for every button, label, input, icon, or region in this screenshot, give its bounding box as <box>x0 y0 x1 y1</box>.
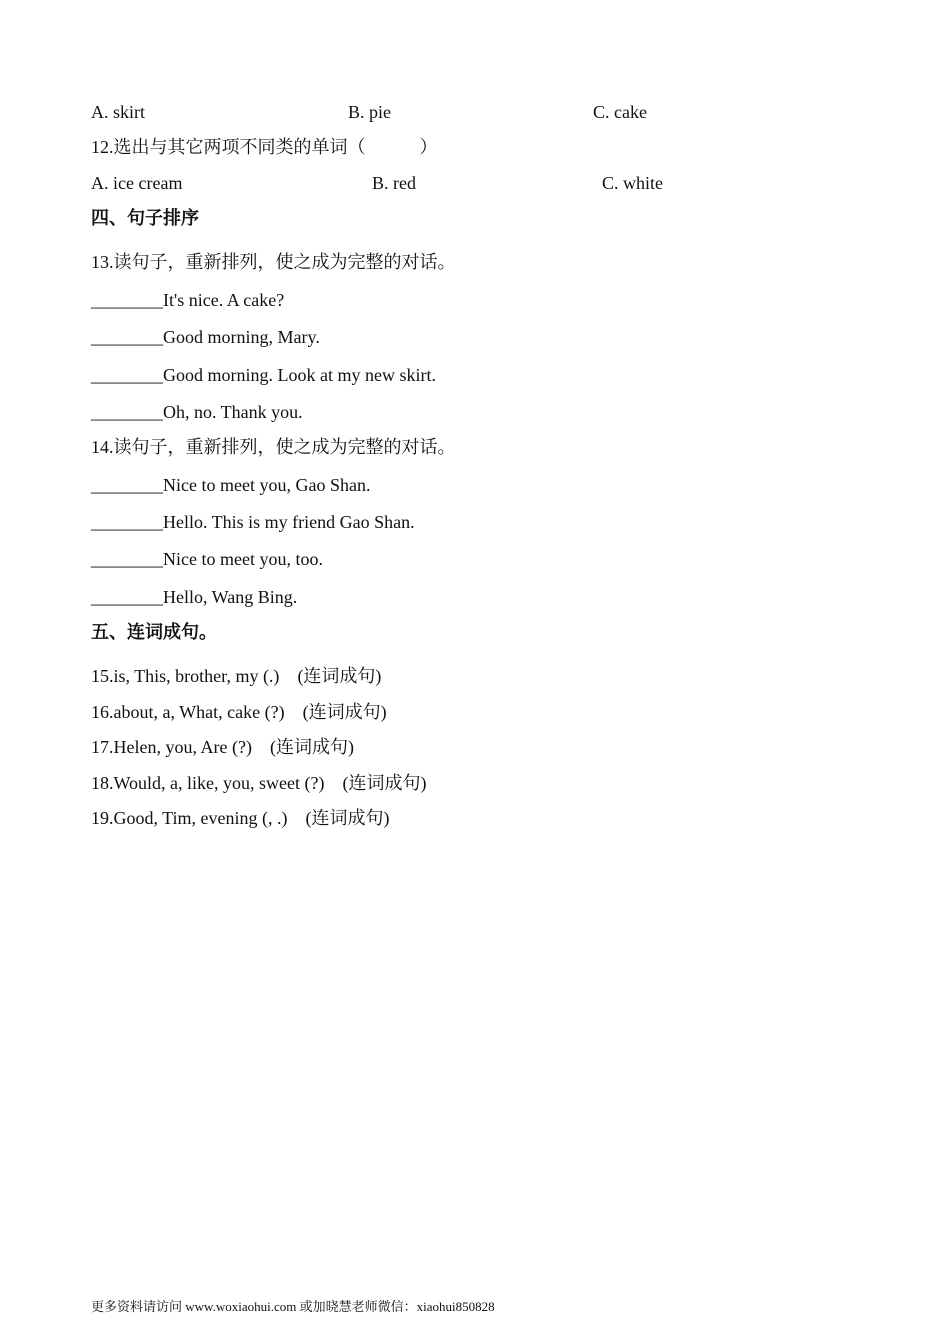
q12-stem: 12.选出与其它两项不同类的单词（ ） <box>91 137 438 157</box>
q14-line-2 <box>91 511 415 533</box>
dialogue-text: Hello. This is my friend Gao Shan. <box>163 512 415 532</box>
answer-blank: ________ <box>91 402 163 422</box>
q11-option-c: C. cake <box>593 102 647 122</box>
word-order-text: 15.is, This, brother, my (.) <box>91 666 280 686</box>
dialogue-text: Oh, no. Thank you. <box>163 402 303 422</box>
dialogue-text: Nice to meet you, too. <box>163 549 323 569</box>
q14-line-1 <box>91 474 370 496</box>
q12-option-c: C. white <box>602 173 663 193</box>
dialogue-text: Good morning, Mary. <box>163 327 320 347</box>
dialogue-text: Hello, Wang Bing. <box>163 587 298 607</box>
q12-option-b: B. red <box>372 173 416 193</box>
section-4-title: 四、句子排序 <box>91 208 199 228</box>
page-footer: 更多资料请访问 www.woxiaohui.com 或加晓慧老师微信：xiaohui850828 <box>91 1299 495 1314</box>
q13-line-1 <box>91 289 284 311</box>
q14-line-3 <box>91 548 323 570</box>
q11-option-b: B. pie <box>348 102 391 122</box>
q14-stem: 14.读句子，重新排列，使之成为完整的对话。 <box>91 437 456 457</box>
word-order-text: 17.Helen, you, Are (?) <box>91 737 252 757</box>
dialogue-text: Nice to meet you, Gao Shan. <box>163 475 371 495</box>
dialogue-text: It's nice. A cake? <box>163 290 285 310</box>
q11-option-a: A. skirt <box>91 102 145 122</box>
dialogue-text: Good morning. Look at my new skirt. <box>163 365 436 385</box>
word-order-text: 19.Good, Tim, evening (, .) <box>91 808 288 828</box>
q13-line-2 <box>91 326 320 348</box>
q19-item <box>91 807 390 829</box>
q12-option-a: A. ice cream <box>91 173 183 193</box>
q13-stem: 13.读句子，重新排列，使之成为完整的对话。 <box>91 252 456 272</box>
word-order-hint: (连词成句) <box>269 737 354 757</box>
word-order-hint: (连词成句) <box>305 808 390 828</box>
answer-blank: ________ <box>91 475 163 495</box>
word-order-text: 16.about, a, What, cake (?) <box>91 702 285 722</box>
answer-blank: ________ <box>91 587 163 607</box>
q14-line-4 <box>91 586 297 608</box>
answer-blank: ________ <box>91 365 163 385</box>
answer-blank: ________ <box>91 290 163 310</box>
q15-item <box>91 665 381 687</box>
answer-blank: ________ <box>91 549 163 569</box>
q17-item <box>91 736 354 758</box>
word-order-hint: (连词成句) <box>342 773 427 793</box>
word-order-text: 18.Would, a, like, you, sweet (?) <box>91 773 325 793</box>
answer-blank: ________ <box>91 512 163 532</box>
word-order-hint: (连词成句) <box>297 666 382 686</box>
q18-item <box>91 772 427 794</box>
q16-item <box>91 701 387 723</box>
answer-blank: ________ <box>91 327 163 347</box>
q13-line-3 <box>91 364 436 386</box>
section-5-title: 五、连词成句。 <box>91 622 217 642</box>
word-order-hint: (连词成句) <box>302 702 387 722</box>
q13-line-4 <box>91 401 303 423</box>
